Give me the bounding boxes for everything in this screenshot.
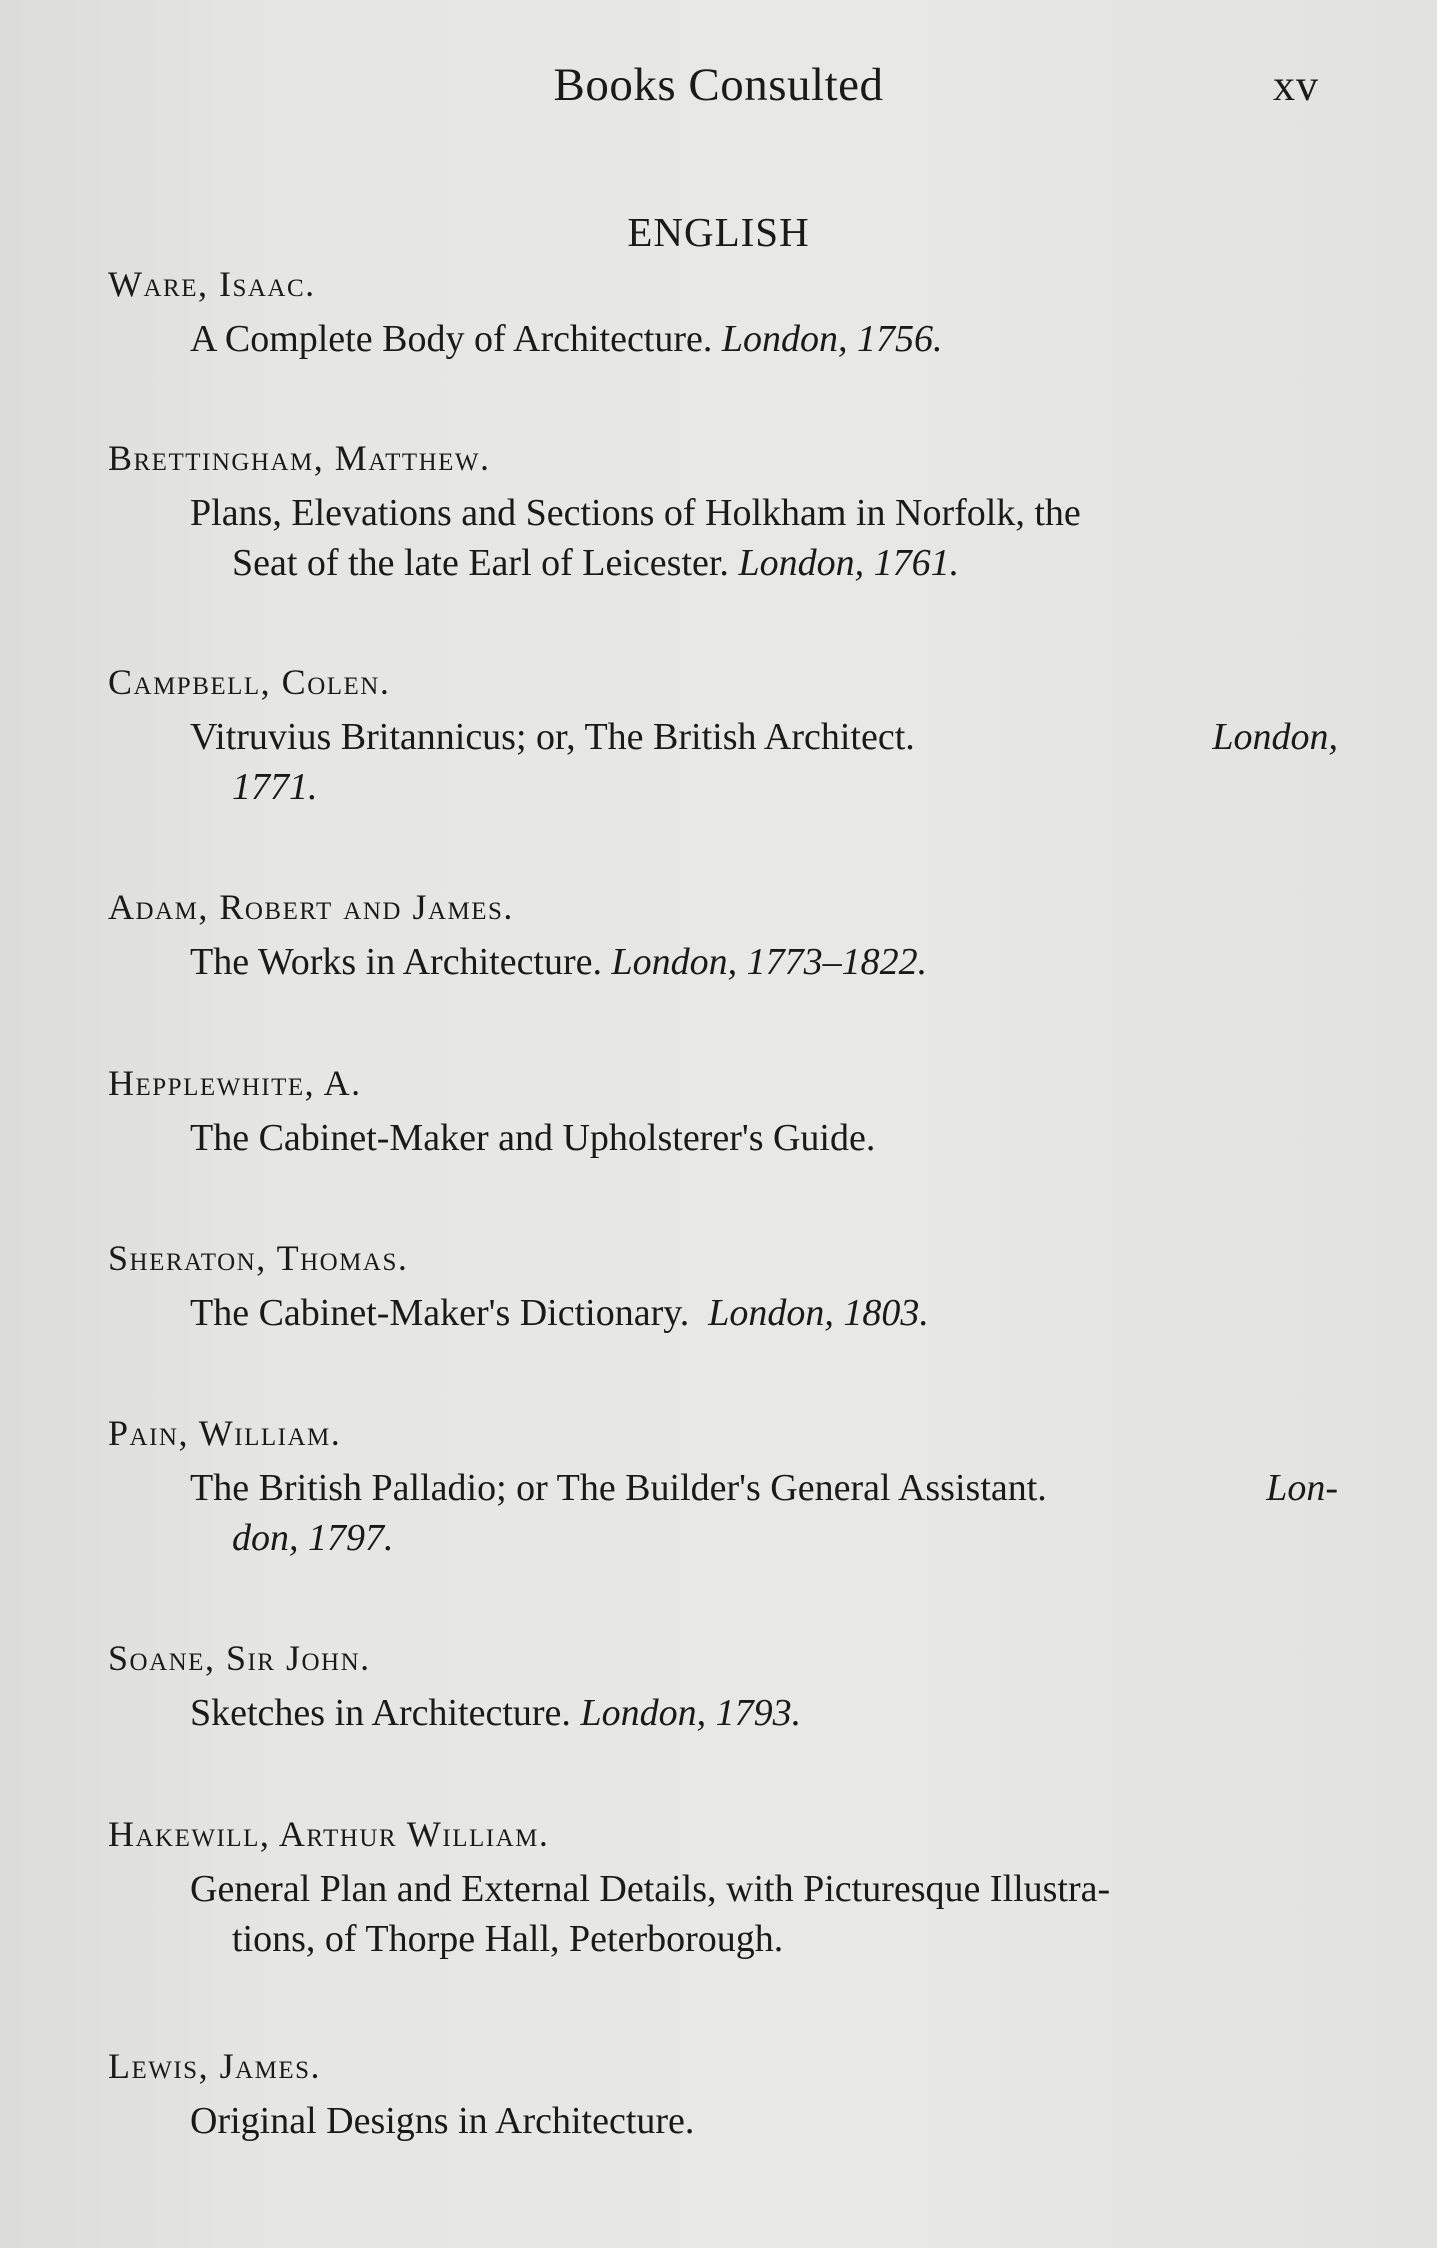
entry-title-continuation: tions, of Thorpe Hall, Peterborough. (232, 1918, 784, 1960)
entry-author: Hepplewhite, A. (108, 1063, 362, 1103)
entry-author: Hakewill, Arthur William. (108, 1814, 550, 1854)
page-header (0, 58, 1437, 118)
page-number: xv (1273, 61, 1319, 110)
entry-title (108, 1688, 1338, 1738)
entry-title-text: Original Designs in Architecture. (190, 2100, 695, 2142)
entry-place-date: London, 1793. (580, 1692, 802, 1734)
entry-title-text: The Cabinet-Maker's Dictionary. (190, 1292, 690, 1334)
entry-title (108, 1288, 1338, 1338)
entry-title (108, 1864, 1338, 1964)
entry-title-text: Vitruvius Britannicus; or, The British Architect. (190, 716, 915, 758)
bibliography-entry-lewis (108, 2044, 1338, 2146)
bibliography-entry-hepplewhite (108, 1061, 1338, 1163)
entry-title-line (190, 1463, 1338, 1513)
entry-author: Lewis, James. (108, 2046, 322, 2086)
entry-title (108, 488, 1338, 588)
entry-title-line (190, 712, 1338, 762)
entry-author: Pain, William. (108, 1413, 342, 1453)
entry-date: 1771. (232, 766, 318, 808)
entry-place-date: London, 1761. (738, 542, 960, 584)
entry-title (108, 1113, 1338, 1163)
entry-title-text: Plans, Elevations and Sections of Holkham in Norfolk, the (190, 492, 1081, 534)
running-title: Books Consulted (553, 59, 884, 111)
entry-author: Brettingham, Matthew. (108, 438, 491, 478)
entry-place-date-continued: don, 1797. (232, 1517, 394, 1559)
entry-title (108, 937, 1338, 987)
bibliography-entry-brettingham (108, 436, 1338, 588)
entry-author: Adam, Robert and James. (108, 887, 514, 927)
entry-place-date: London, 1803. (708, 1292, 929, 1334)
entry-title-continuation (190, 538, 1338, 588)
entry-title-text: The British Palladio; or The Builder's General Assistant. (190, 1467, 1047, 1509)
entry-title (108, 314, 1338, 364)
bibliography-entry-campbell (108, 660, 1338, 812)
entry-title (108, 2096, 1338, 2146)
entry-title-text: The Works in Architecture. (190, 941, 603, 983)
entry-title (108, 1463, 1338, 1563)
entry-place: Lon- (1266, 1467, 1338, 1509)
bibliography-entry-pain (108, 1411, 1338, 1563)
entry-author: Ware, Isaac. (108, 264, 316, 304)
bibliography-entry-hakewill (108, 1812, 1338, 1964)
entry-place-date: London, 1756. (721, 318, 943, 360)
entry-title-text: Sketches in Architecture. (190, 1692, 571, 1734)
entry-title-text: General Plan and External Details, with Picturesque Illustra- (190, 1868, 1111, 1910)
section-heading: ENGLISH (627, 209, 810, 255)
bibliography-entry-ware (108, 262, 1338, 364)
entry-author: Soane, Sir John. (108, 1638, 371, 1678)
entry-title (108, 712, 1338, 812)
entry-place: London, (1212, 716, 1338, 758)
entry-place-date: London, 1773–1822. (611, 941, 928, 983)
entry-author: Sheraton, Thomas. (108, 1238, 409, 1278)
bibliography-entry-adam (108, 885, 1338, 987)
bibliography-entry-soane (108, 1636, 1338, 1738)
entry-title-text-2: Seat of the late Earl of Leicester. (232, 542, 729, 584)
entry-author: Campbell, Colen. (108, 662, 391, 702)
entry-title-text: A Complete Body of Architecture. (190, 318, 713, 360)
entry-title-text: The Cabinet-Maker and Upholsterer's Guide. (190, 1117, 876, 1159)
bibliography-entry-sheraton (108, 1236, 1338, 1338)
